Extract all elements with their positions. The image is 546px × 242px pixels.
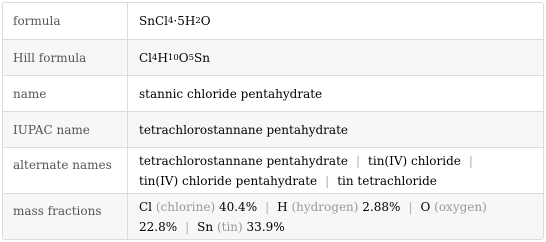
alternate-name: tin(IV) chloride	[368, 154, 461, 168]
row-hill-formula	[3, 39, 543, 75]
separator: |	[468, 154, 473, 168]
mass-percent: 33.9%	[246, 220, 285, 234]
mass-fractions-line-1	[139, 197, 537, 217]
label-formula: formula	[3, 3, 128, 39]
label-hill-formula: Hill formula	[3, 40, 128, 75]
row-mass-fractions	[3, 193, 543, 240]
mass-percent: 2.88%	[362, 200, 401, 214]
label-alternate-names: alternate names	[3, 148, 128, 193]
mass-percent: 40.4%	[218, 200, 258, 214]
value-hill-formula: Cl 4 H 10 O 5 Sn	[139, 50, 210, 65]
alternate-names-line-1	[139, 151, 537, 171]
mass-element-name: (hydrogen)	[291, 200, 359, 214]
separator: |	[265, 200, 270, 214]
alternate-name: tin(IV) chloride pentahydrate	[139, 174, 318, 188]
row-iupac-name	[3, 111, 543, 147]
label-name: name	[3, 76, 128, 111]
separator: |	[408, 200, 413, 214]
mass-symbol: O	[420, 200, 431, 214]
separator: |	[185, 220, 190, 234]
row-name	[3, 75, 543, 111]
value-alternate-names	[128, 148, 543, 193]
separator: |	[325, 174, 330, 188]
label-mass-fractions: mass fractions	[3, 194, 128, 240]
alternate-names-line-2	[139, 171, 537, 191]
mass-percent: 22.8%	[139, 220, 178, 234]
properties-table	[2, 2, 544, 240]
mass-element-name: (oxygen)	[434, 200, 487, 214]
label-iupac-name: IUPAC name	[3, 112, 128, 147]
mass-symbol: Sn	[197, 220, 214, 234]
mass-element-name: (tin)	[216, 220, 243, 234]
value-iupac-name: tetrachlorostannane pentahydrate	[139, 122, 348, 137]
value-name: stannic chloride pentahydrate	[139, 86, 323, 101]
alternate-name: tin tetrachloride	[337, 174, 437, 188]
row-formula	[3, 3, 543, 39]
row-alternate-names	[3, 147, 543, 193]
separator: |	[356, 154, 361, 168]
alternate-name: tetrachlorostannane pentahydrate	[139, 154, 348, 168]
mass-element-name: (chlorine)	[155, 200, 216, 214]
mass-fractions-line-2	[139, 217, 537, 237]
value-mass-fractions	[128, 194, 543, 240]
mass-symbol: Cl	[139, 200, 153, 214]
mass-symbol: H	[277, 200, 288, 214]
value-formula: SnCl 4 ·5H 2 O	[139, 14, 211, 28]
